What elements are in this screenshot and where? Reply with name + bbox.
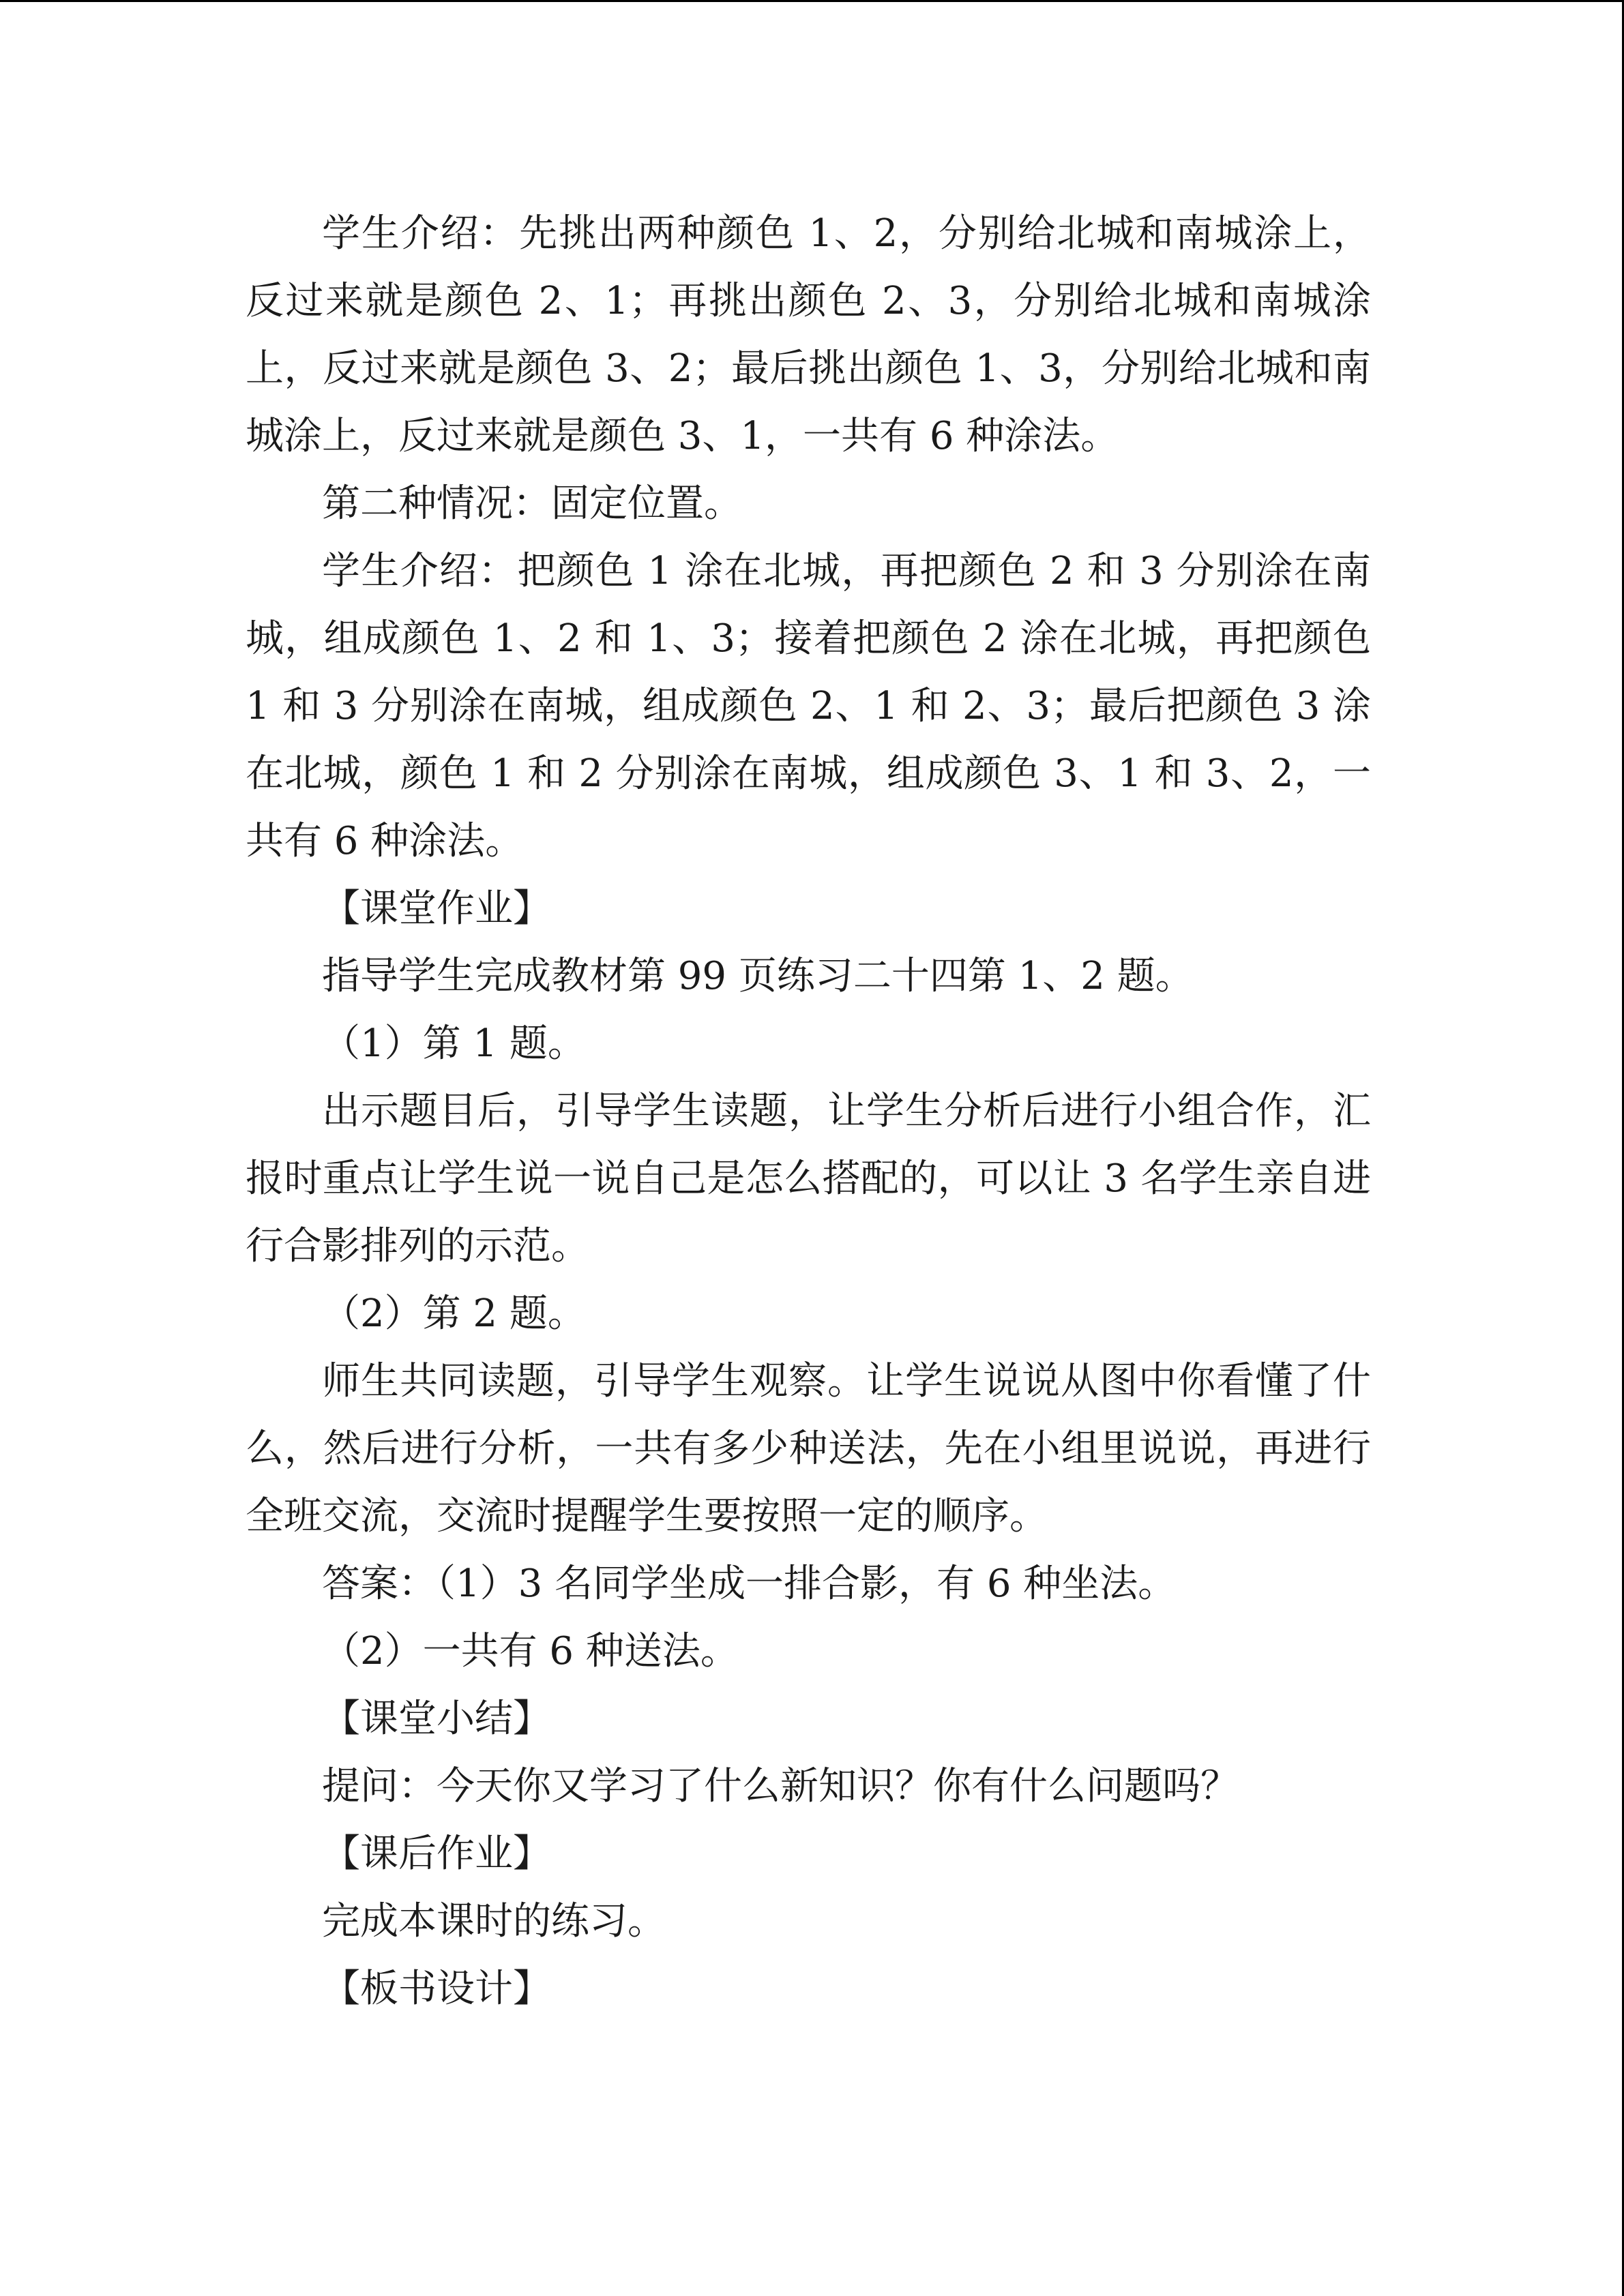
- paragraph-question-one: （1）第 1 题。: [322, 1022, 586, 1066]
- section-heading-homework: 【课后作业】: [322, 1832, 551, 1876]
- paragraph-question-one-detail: 出示题目后，引导学生读题，让学生分析后进行小组合作，汇报时重点让学生说一说自己是怎么搭配的，可以让 3 名学生亲自进行合影排列的示范。: [246, 1089, 1371, 1268]
- paragraph-question-two-detail: 师生共同读题，引导学生观察。让学生说说从图中你看懂了什么，然后进行分析，一共有多少种送法，先在小组里说说，再进行全班交流，交流时提醒学生要按照一定的顺序。: [246, 1359, 1371, 1538]
- paragraph-answer-two: （2）一共有 6 种送法。: [322, 1629, 739, 1673]
- section-heading-classwork: 【课堂作业】: [322, 886, 551, 931]
- section-heading-summary: 【课堂小结】: [322, 1697, 551, 1741]
- paragraph-method-one-intro: 学生介绍：先挑出两种颜色 1、2，分别给北城和南城涂上，反过来就是颜色 2、1；再挑出颜色 2、3，分别给北城和南城涂上，反过来就是颜色 3、2；最后挑出颜色 1、3，分别给北城和南城涂上，反过来就是颜色 3、1，一共有 6 种涂法。: [246, 211, 1371, 458]
- paragraph-classwork-guide: 指导学生完成教材第 99 页练习二十四第 1、2 题。: [322, 954, 1194, 998]
- paragraph-method-two-intro: 学生介绍：把颜色 1 涂在北城，再把颜色 2 和 3 分别涂在南城，组成颜色 1、2 和 1、3；接着把颜色 2 涂在北城，再把颜色 1 和 3 分别涂在南城，组成颜色 2、1 和 2、3；最后把颜色 3 涂在北城，颜色 1 和 2 分别涂在南城，组成颜色 3、1 和 3、2，一共有 6 种涂法。: [246, 549, 1371, 863]
- paragraph-case-two-heading: 第二种情况：固定位置。: [322, 481, 742, 526]
- paragraph-question-two: （2）第 2 题。: [322, 1292, 586, 1336]
- section-heading-board-design: 【板书设计】: [322, 1967, 551, 2011]
- paragraph-answer-one: 答案：（1）3 名同学坐成一排合影，有 6 种坐法。: [322, 1562, 1177, 1606]
- paragraph-homework-task: 完成本课时的练习。: [322, 1899, 666, 1943]
- document-body: [246, 200, 1371, 2023]
- paragraph-summary-question: 提问：今天你又学习了什么新知识？你有什么问题吗？: [322, 1764, 1239, 1808]
